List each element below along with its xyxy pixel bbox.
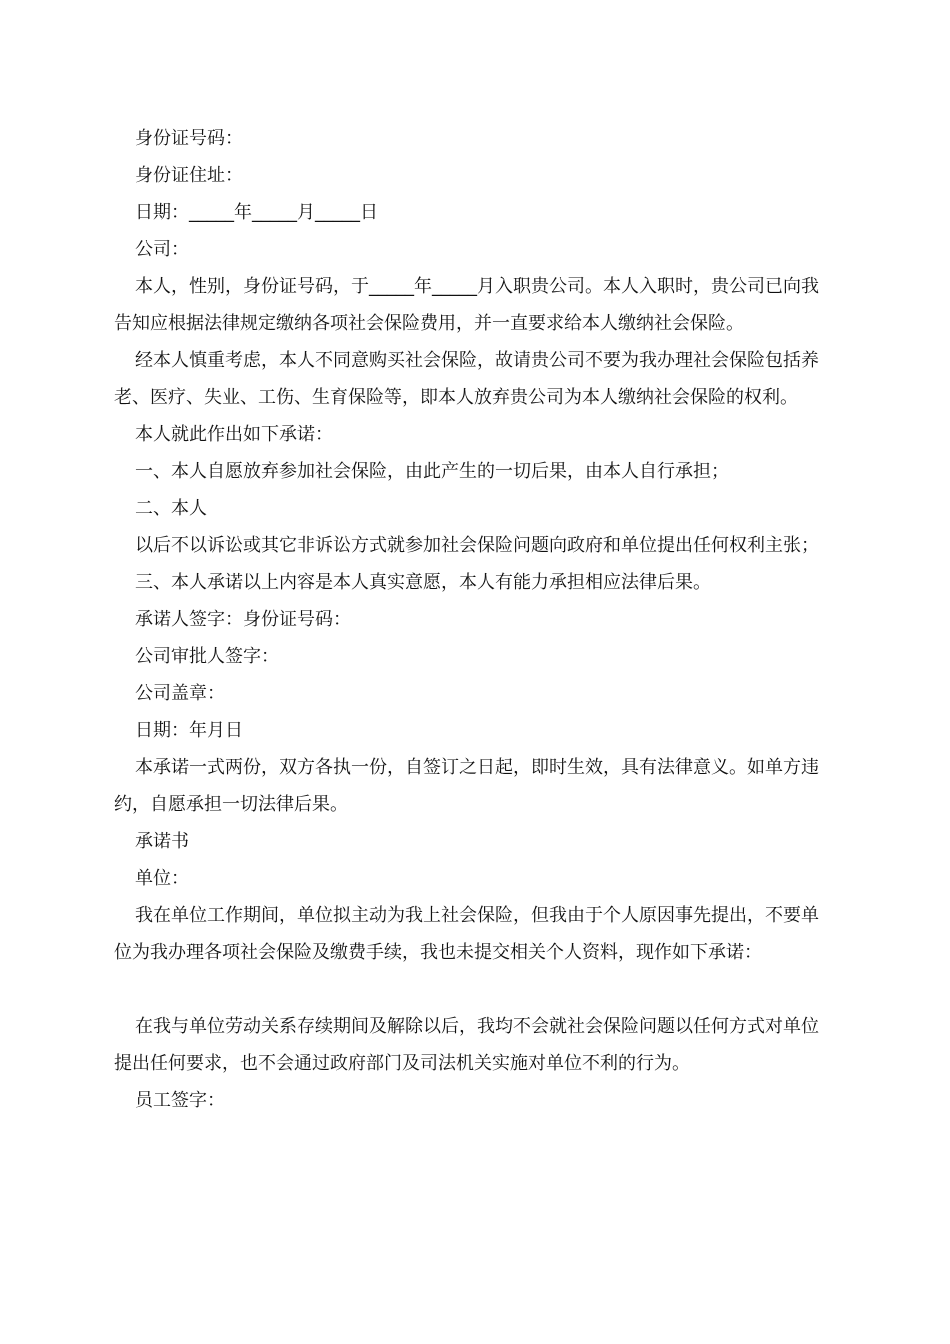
employee-signature-line: 员工签字： <box>135 1090 225 1111</box>
id-address-line: 身份证住址： <box>135 165 243 186</box>
id-number-line: 身份证号码： <box>135 128 243 149</box>
second-letter-title: 承诺书 <box>135 831 189 852</box>
company-seal-line: 公司盖章： <box>135 683 225 704</box>
promise-item-2-label: 二、本人 <box>135 498 207 519</box>
promisor-signature-line: 承诺人签字：身份证号码： <box>135 609 351 630</box>
intro-paragraph: 本人，性别，身份证号码，于_____年_____月入职贵公司。本人入职时，贵公司已向我告知应根据法律规定缴纳各项社会保险费用，并一直要求给本人缴纳社会保险。 <box>114 276 819 334</box>
effectiveness-paragraph: 本承诺一式两份，双方各执一份，自签订之日起，即时生效，具有法律意义。如单方违约，自愿承担一切法律后果。 <box>114 757 819 815</box>
promise-intro: 本人就此作出如下承诺： <box>135 424 333 445</box>
signing-date-line: 日期：年月日 <box>135 720 243 741</box>
promise-item-2-text: 以后不以诉讼或其它非诉讼方式就参加社会保险问题向政府和单位提出任何权利主张； <box>135 535 819 556</box>
date-line: 日期：_____年_____月_____日 <box>135 202 378 223</box>
decision-paragraph: 经本人慎重考虑，本人不同意购买社会保险，故请贵公司不要为我办理社会保险包括养老、医疗、失业、工伤、生育保险等，即本人放弃贵公司为本人缴纳社会保险的权利。 <box>114 350 819 408</box>
promise-item-1: 一、本人自愿放弃参加社会保险，由此产生的一切后果，由本人自行承担； <box>135 461 729 482</box>
unit-line: 单位： <box>135 868 189 889</box>
company-line: 公司： <box>135 239 189 260</box>
commitment-paragraph: 在我与单位劳动关系存续期间及解除以后，我均不会就社会保险问题以任何方式对单位提出任何要求，也不会通过政府部门及司法机关实施对单位不利的行为。 <box>114 1016 819 1074</box>
blank-spacer <box>114 971 835 1008</box>
approver-signature-line: 公司审批人签字： <box>135 646 279 667</box>
promise-item-3: 三、本人承诺以上内容是本人真实意愿，本人有能力承担相应法律后果。 <box>135 572 711 593</box>
statement-paragraph: 我在单位工作期间，单位拟主动为我上社会保险，但我由于个人原因事先提出，不要单位为我办理各项社会保险及缴费手续，我也未提交相关个人资料，现作如下承诺： <box>114 905 819 963</box>
document-body <box>114 120 835 1119</box>
